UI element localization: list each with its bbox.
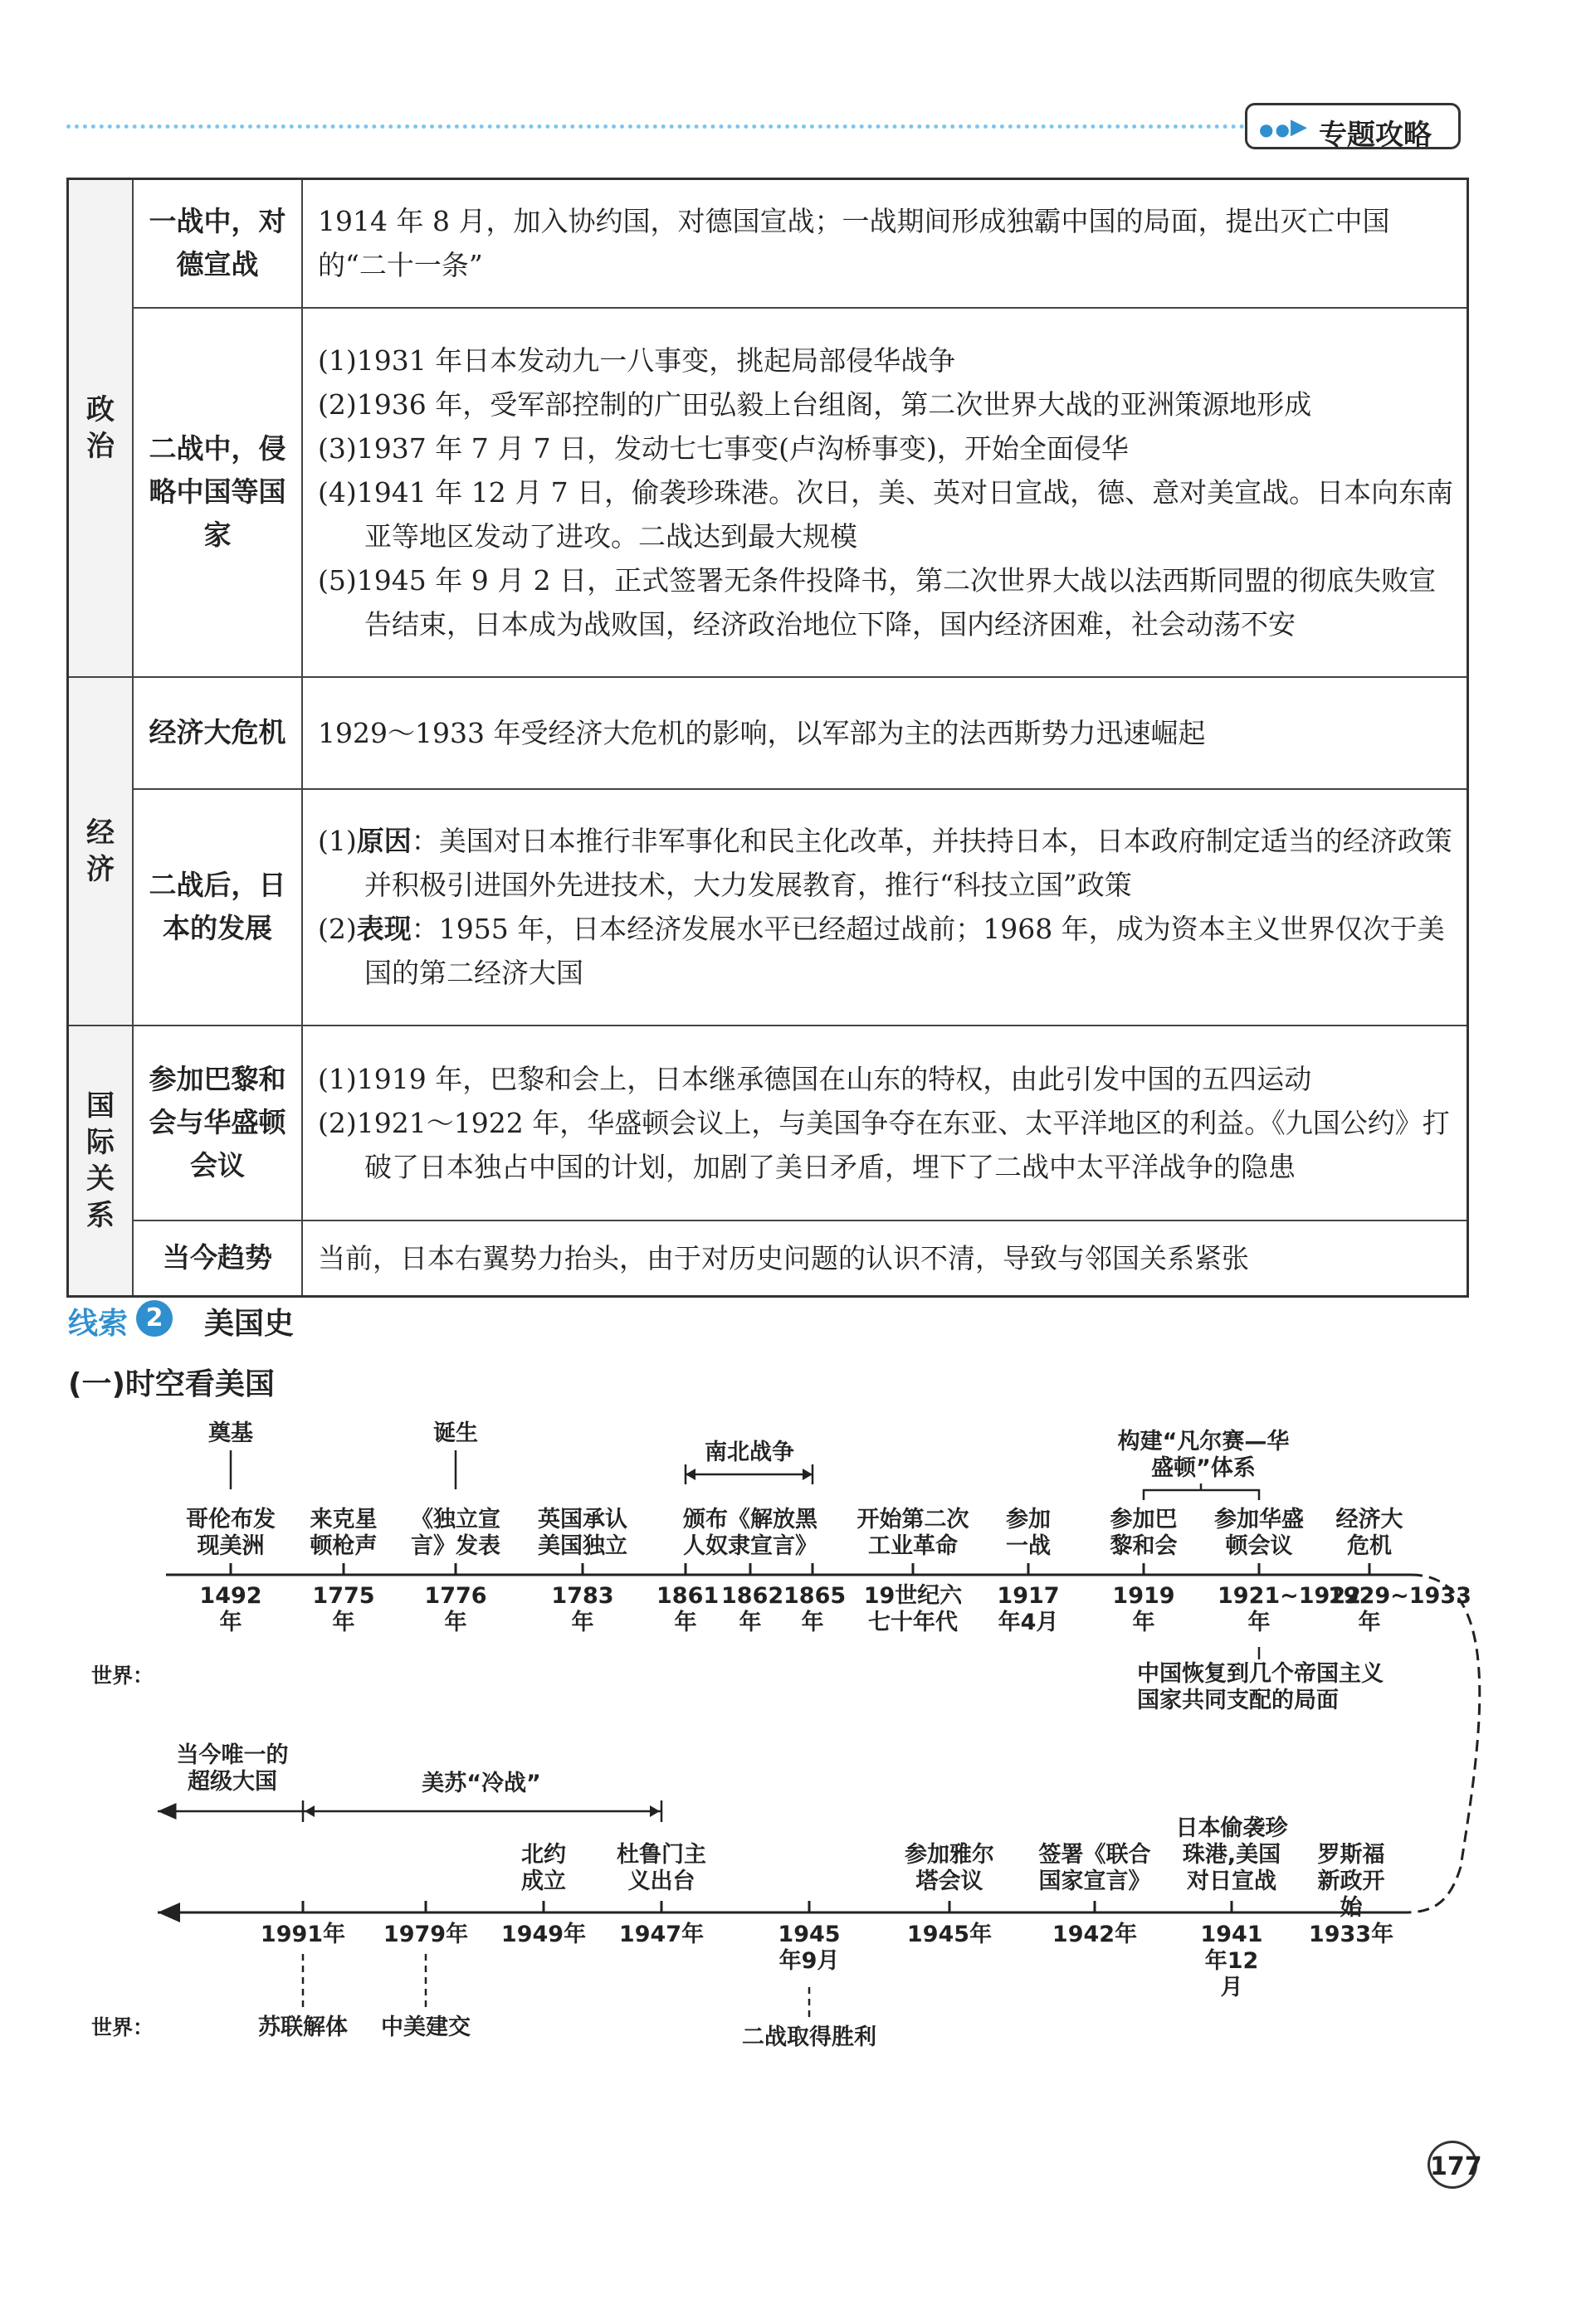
lower-ticks (303, 1901, 1351, 1912)
category-politics: 政治 (68, 179, 134, 677)
category-economy: 经济 (68, 677, 134, 1026)
arrow-right-icon: ▶ (1291, 114, 1307, 139)
label-versailles-system: 构建“凡尔赛—华盛顿”体系 (1117, 1429, 1290, 1481)
row-content: 1929～1933 年受经济大危机的影响，以军部为主的法西斯势力迅速崛起 (302, 677, 1468, 789)
section-badge-label: 专题攻略 (1319, 119, 1432, 152)
clue-number-badge: 2 (136, 1300, 173, 1337)
label-birth: 诞生 (433, 1420, 478, 1446)
event-columbus: 哥伦布发现美洲 (186, 1507, 276, 1559)
upper-ticks (231, 1563, 1369, 1575)
date-1929-1933: 1929~1933年 (1328, 1583, 1471, 1635)
date-1775: 1775年 (312, 1583, 375, 1635)
event-un-declaration: 签署《联合国家宣言》 (1038, 1842, 1151, 1894)
row-content: (1)1931 年日本发动九一八事变，挑起局部侵华战争 (2)1936 年，受军部控制的广田弘毅上台组阁，第二次世界大战的亚洲策源地形成 (3)1937 年 7 月 7 日，发动七七事变(卢沟桥事变)，开始全面侵华 (4)1941 年 12 月 7 日，偷袭珍珠港。次日，美、英对日宣战，德、意对美宣战。日本向东南亚等地区发动了进攻。二战达到最大规模 (5)1945 年 9 月 2 日，正式签署无条件投降书，第二次世界大战以法西斯同盟的彻底失败宣告结束，日本成为战败国，经济政治地位下降，国内经济困难，社会动荡不安 (302, 308, 1468, 677)
subtopic-label: 参加巴黎和会与华盛顿会议 (133, 1026, 302, 1220)
date-1776: 1776年 (424, 1583, 487, 1635)
label-civil-war: 南北战争 (705, 1440, 794, 1465)
date-1942: 1942年 (1052, 1922, 1138, 1947)
event-washington-conference: 参加华盛顿会议 (1214, 1507, 1304, 1559)
versailles-bracket (1144, 1490, 1259, 1500)
date-1991: 1991年 (260, 1922, 346, 1947)
world-links (303, 1954, 809, 2020)
date-1783: 1783年 (551, 1583, 614, 1635)
event-lexington: 来克星顿枪声 (310, 1507, 378, 1559)
date-19th-century: 19世纪六七十年代 (863, 1583, 963, 1635)
date-1947: 1947年 (618, 1922, 705, 1947)
event-new-deal: 罗斯福新政开始 (1317, 1842, 1385, 1921)
row-content: 当前，日本右翼势力抬头，由于对历史问题的认识不清，导致与邻国关系紧张 (302, 1220, 1468, 1297)
world-label-lower: 世界： (91, 2015, 154, 2039)
event-nato: 北约成立 (521, 1842, 566, 1894)
subtopic-label: 二战中，侵略中国等国家 (133, 308, 302, 677)
clue-title: 美国史 (204, 1307, 295, 1341)
date-1941: 1941年12月 (1200, 1922, 1263, 2000)
note-china-status: 中国恢复到几个帝国主义国家共同支配的局面 (1137, 1661, 1384, 1713)
clue-prefix: 线索 (68, 1307, 129, 1341)
event-independence: 英国承认美国独立 (538, 1507, 627, 1559)
date-1945-sep: 1945年9月 (778, 1922, 841, 1974)
date-1862: 1862年 (721, 1583, 784, 1635)
date-1921-1922: 1921~1922年 (1218, 1583, 1361, 1635)
date-1919: 1919年 (1112, 1583, 1175, 1635)
date-1979: 1979年 (383, 1922, 469, 1947)
subtopic-label: 一战中，对德宣战 (133, 179, 302, 308)
category-international: 国际关系 (68, 1026, 134, 1297)
date-1861: 1861年 (656, 1583, 720, 1635)
date-1949: 1949年 (500, 1922, 587, 1947)
label-cold-war: 美苏“冷战” (422, 1771, 541, 1796)
subtopic-label: 当今趋势 (133, 1220, 302, 1297)
subtopic-label: 二战后，日本的发展 (133, 789, 302, 1026)
event-emancipation: 颁布《解放黑人奴隶宣言》 (683, 1507, 817, 1559)
world-wwii-victory: 二战取得胜利 (742, 2024, 876, 2050)
event-wwi: 参加一战 (1006, 1507, 1051, 1559)
event-yalta: 参加雅尔塔会议 (905, 1842, 994, 1894)
bullet-dots-icon: ●● (1259, 119, 1291, 139)
date-1492: 1492年 (199, 1583, 262, 1635)
date-1933: 1933年 (1308, 1922, 1394, 1947)
section-title: (一)时空看美国 (68, 1367, 275, 1401)
event-industrial-revolution: 开始第二次工业革命 (857, 1507, 969, 1559)
world-label-upper: 世界： (91, 1664, 154, 1688)
row-content: (1)原因：美国对日本推行非军事化和民主化改革，并扶持日本，日本政府制定适当的经济政策并积极引进国外先进技术，大力发展教育，推行“科技立国”政策 (2)表现：1955 年，日本经济发展水平已经超过战前；1968 年，成为资本主义世界仅次于美国的第二经济大国 (302, 789, 1468, 1026)
date-1917: 1917年4月 (997, 1583, 1060, 1635)
event-declaration: 《独立宣言》发表 (411, 1507, 500, 1559)
world-ussr-collapse: 苏联解体 (258, 2015, 348, 2040)
event-pearl-harbor: 日本偷袭珍珠港,美国对日宣战 (1175, 1815, 1288, 1894)
date-1945: 1945年 (906, 1922, 993, 1947)
row-content: 1914 年 8 月，加入协约国，对德国宣战；一战期间形成独霸中国的局面，提出灭亡中国的“二十一条” (302, 179, 1468, 308)
connector-curve (1403, 1575, 1480, 1912)
event-truman-doctrine: 杜鲁门主义出台 (617, 1842, 706, 1894)
date-1865: 1865年 (783, 1583, 847, 1635)
label-superpower: 当今唯一的超级大国 (176, 1742, 289, 1795)
row-content: (1)1919 年，巴黎和会上，日本继承德国在山东的特权，由此引发中国的五四运动 (2)1921～1922 年，华盛顿会议上，与美国争夺在东亚、太平洋地区的利益。《九国公约》打破了日本独占中国的计划，加剧了美日矛盾，埋下了二战中太平洋战争的隐患 (302, 1026, 1468, 1220)
subtopic-label: 经济大危机 (133, 677, 302, 789)
world-sino-us-relations: 中美建交 (381, 2015, 471, 2040)
page-number: 177 (1428, 2141, 1477, 2189)
event-paris-conference: 参加巴黎和会 (1110, 1507, 1178, 1559)
event-great-depression: 经济大危机 (1335, 1507, 1403, 1559)
label-foundation: 奠基 (208, 1420, 253, 1446)
